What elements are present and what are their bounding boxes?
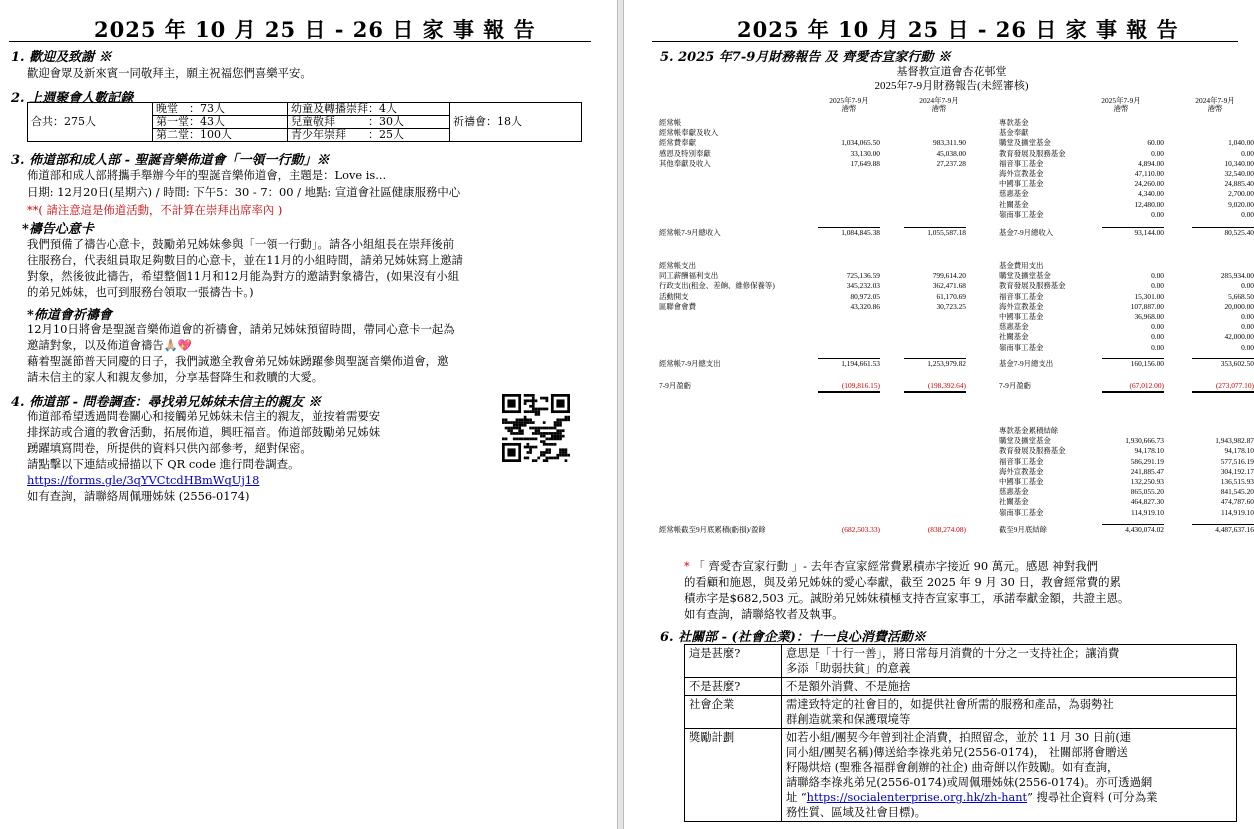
fin-label: 慈惠基金: [999, 487, 1029, 497]
fin-value: 42,000.00: [1224, 332, 1254, 342]
section-2-title: 2. 上週聚會人數記錄: [11, 91, 134, 106]
page-divider: [617, 0, 624, 829]
paragraph-line: 如有查詢，請聯絡牧者及執事。: [684, 607, 844, 621]
table-row: [685, 729, 1237, 822]
section-1-title: 1. 歡迎及致謝 ※: [11, 50, 112, 65]
table-row: [685, 678, 1237, 696]
section-3-line: 日期: 12月20日(星期六) / 時間: 下午5：30 - 7：00 / 地點: 宣道會社區健康服務中心: [27, 185, 461, 199]
fin-value: 17,649.88: [850, 158, 880, 168]
fin-value: 865,055.20: [1130, 487, 1164, 497]
fin-value: 10,340.00: [1224, 158, 1254, 168]
title-rule: [652, 41, 1238, 42]
fin-label: 基金費用支出: [999, 261, 1044, 270]
col-unit: 港幣: [931, 104, 947, 113]
fin-label: 嶺南事工基金: [999, 342, 1044, 352]
attendance-cell: 第一堂：43人: [153, 116, 288, 129]
fin-value: 0.00: [1241, 209, 1254, 219]
fin-value: 1,034,065.50: [841, 138, 880, 148]
fin-value: 0.00: [1151, 332, 1164, 342]
fin-value: 0.00: [1241, 148, 1254, 158]
fin-value: 1,943,982.87: [1215, 436, 1254, 446]
fin-value: 353,602.50: [1220, 359, 1254, 368]
fin-label: 活動開支: [659, 291, 689, 301]
fin-label: 海外宣教基金: [999, 301, 1044, 311]
table-value: 意思是「十行一善」，將日常每月消費的十分之一支持社企；讓消費 多添「助弱扶貧」的意義: [782, 645, 1237, 678]
fin-label: 經常帳截至9月底累積(虧損)/盈餘: [659, 525, 766, 534]
fin-label: 嶺南事工基金: [999, 209, 1044, 219]
fin-value: 474,787.60: [1220, 497, 1254, 507]
appeal-note: [684, 558, 1129, 622]
fin-rule: [904, 227, 966, 228]
fin-value: 15,301.00: [1134, 291, 1164, 301]
fin-value: 0.00: [1151, 271, 1164, 281]
table-value: 如若小組/團契今年曾到社企消費，拍照留念，並於 11 月 30 日前(連 同小組/團契名稱)傳送給李祿兆弟兄(2556-0174)， 社關部將會贈送 籽陽烘焙 (聖雅各福群會創辦的社企) 曲奇餅以作鼓勵。如有查詢， 請聯絡李祿兆弟兄(2556-0174)或周佩珊姊妹(2556-0174)。亦可透過網 址 “https://socialenterprise.org.hk/zh-hant” 搜尋社企資料 (可分為業 務性質、區域及社會目標)。: [782, 729, 1237, 822]
fin-value: 2,700.00: [1228, 189, 1254, 199]
social-enterprise-link[interactable]: https://socialenterprise.org.hk/zh-hant: [806, 791, 1028, 804]
paragraph-line: 請未信主的家人和親友參加，分享基督降生和救贖的大愛。: [27, 370, 324, 384]
table-key: 這是甚麼?: [685, 645, 782, 678]
fin-value: 9,020.00: [1228, 199, 1254, 209]
fin-value: (109,816.15): [841, 381, 880, 390]
fin-value: (67,012.00): [1129, 381, 1164, 390]
fin-value: 47,110.00: [1134, 169, 1164, 178]
paragraph-line: 對象，然後彼此禱告，希望整個11月和12月能為對方的邀請對象禱告，(如果沒有小組: [27, 269, 460, 283]
fin-label: 經常帳7-9月總支出: [659, 359, 721, 368]
fin-label: 7-9月盈虧: [659, 381, 692, 390]
fin-value: 136,515.93: [1220, 477, 1254, 486]
fin-label: 基金奉獻: [999, 128, 1029, 138]
fin-rule: [904, 358, 966, 359]
paragraph-line: 佈道部希望透過問卷關心和接觸弟兄姊妹未信主的親友，並按着需要安: [27, 409, 381, 423]
fin-label: 截至9月底結餘: [999, 525, 1048, 534]
fin-value: 1,055,587.18: [927, 228, 966, 237]
paragraph-line: 踴躍填寫問卷，所提供的資料只供內部參考，絕對保密。: [27, 441, 312, 455]
fin-value: 4,894.00: [1138, 158, 1164, 168]
fin-value: 24,885.40: [1224, 179, 1254, 189]
fin-value: 32,540.00: [1224, 169, 1254, 178]
fin-label: 專款基金累積結餘: [999, 426, 1059, 435]
section-4-title: 4. 佈道部 - 問卷調查：尋找弟兄姊妹未信主的親友 ※: [11, 395, 322, 410]
paragraph-line: 排探訪或合適的教會活動，拓展佈道，興旺福音。佈道部鼓勵弟兄姊妹: [27, 425, 381, 439]
fin-label: 福音事工基金: [999, 456, 1044, 466]
fin-label: 感恩及特別奉獻: [659, 148, 711, 158]
fin-value: (838,274.08): [927, 525, 966, 534]
fin-value: 725,136.59: [846, 271, 880, 281]
fin-label: 社關基金: [999, 497, 1029, 507]
attendance-cell: 兒童敬拜 ：30人: [288, 116, 450, 129]
prayer-card-subtitle: *禱告心意卡: [22, 222, 94, 237]
fin-value: 304,192.17: [1220, 466, 1254, 476]
fin-label: 社關基金: [999, 332, 1029, 342]
fin-value: (198,392.64): [927, 381, 966, 390]
paragraph-line: 的看顧和施恩，與及弟兄姊妹的愛心奉獻，截至 2025 年 9 月 30 日，教會經常費的累: [684, 575, 1121, 589]
fin-value: 285,934.00: [1220, 271, 1254, 281]
section-5-title: 5. 2025 年7-9月財務報告 及 齊愛杏宣家行動 ※: [660, 50, 951, 65]
fin-label: 同工薪酬福利支出: [659, 271, 719, 281]
fin-value: 93,144.00: [1134, 228, 1164, 237]
fin-label: 慈惠基金: [999, 322, 1029, 332]
page-title-right: 2025 年 10 月 25 日 - 26 日 家 事 報 告: [737, 17, 1179, 42]
fin-label: 其他奉獻及收入: [659, 158, 711, 168]
paragraph-line: 藉着聖誕節普天同慶的日子，我們誠邀全教會弟兄姊妹踴躍參與聖誕音樂佈道會，邀: [27, 354, 449, 368]
fin-label: 購堂及擴堂基金: [999, 436, 1051, 446]
fin-value: 27,237.28: [936, 158, 966, 168]
fin-rule: [1102, 524, 1164, 525]
fin-value: 132,250.93: [1130, 477, 1164, 486]
fin-label: 海外宣教基金: [999, 169, 1044, 178]
survey-contact: 如有查詢，請聯絡周佩珊姊妹 (2556-0174): [27, 489, 250, 503]
fin-value: 30,723.25: [936, 301, 966, 311]
fin-value: 12,480.00: [1134, 199, 1164, 209]
fin-value: 345,232.03: [846, 281, 880, 291]
fin-label: 福音事工基金: [999, 291, 1044, 301]
fin-label: 嶺南事工基金: [999, 507, 1044, 517]
fin-label: 教育發展及服務基金: [999, 446, 1066, 456]
paragraph-line: 積赤字是$682,503 元。誠盼弟兄姊妹積極支持杏宣家事工，承諾奉獻金額，共證主恩。: [684, 591, 1130, 605]
fin-value: 1,194,661.53: [841, 359, 880, 368]
fin-value: 577,516.19: [1220, 456, 1254, 466]
table-key: 社會企業: [685, 696, 782, 729]
fin-label: 中國事工基金: [999, 179, 1044, 189]
report-org: 基督教宣道會杏花邨堂: [896, 66, 1007, 78]
fin-label: 專款基金: [999, 118, 1029, 127]
attendance-cell: 第二堂：100人: [153, 129, 288, 142]
fin-value: 43,320.86: [850, 301, 880, 311]
social-enterprise-table: [684, 644, 1237, 822]
fin-rule: [1192, 524, 1254, 525]
fin-rule: [818, 227, 880, 228]
fin-value: 80,972.05: [850, 291, 880, 301]
section-3-note: **( 請注意這是佈道活動，不計算在崇拜出席率內 ): [27, 203, 283, 217]
left-page: [0, 0, 617, 829]
fin-label: 經常帳奉獻及收入: [659, 128, 719, 138]
fin-value: 107,887.00: [1130, 301, 1164, 311]
fin-rule: [1192, 358, 1254, 359]
fin-value: 80,525.40: [1224, 228, 1254, 237]
col-header: 2025年7-9月: [829, 96, 869, 105]
section-1-text: 歡迎會眾及新來賓一同敬拜主，願主祝福您們喜樂平安。: [27, 66, 312, 80]
col-header: 2024年7-9月: [1195, 96, 1235, 105]
paragraph-line: 的弟兄姊妹，也可到服務台領取一張禱告卡。): [27, 285, 254, 299]
fin-value: 45,038.00: [936, 148, 966, 158]
fin-value: 4,430,074.02: [1125, 525, 1164, 534]
fin-value: 841,545.20: [1220, 487, 1254, 497]
fin-value: 114,919.10: [1131, 507, 1164, 517]
fin-label: 海外宣教基金: [999, 466, 1044, 476]
fin-value: 0.00: [1241, 322, 1254, 332]
fin-value: 241,885.47: [1130, 466, 1164, 476]
fin-value: 5,668.50: [1228, 291, 1254, 301]
section-3-line: 佈道部和成人部將攜手舉辦今年的聖誕音樂佈道會，主題是：Love is...: [27, 168, 387, 182]
fin-value: (273,077.10): [1215, 381, 1254, 390]
fin-label: 基金7-9月總支出: [999, 359, 1054, 368]
survey-link[interactable]: https://forms.gle/3qYVCtcdHBmWqUj18: [27, 473, 260, 487]
fin-label: 教育發展及服務基金: [999, 148, 1066, 158]
fin-value: (682,503.33): [841, 525, 880, 534]
paragraph-line: 往服務台，代表組員取足夠數目的心意卡，並在11月的小組時間，請弟兄姊妹寫上邀請: [27, 253, 463, 267]
fin-rule: [1102, 358, 1164, 359]
fin-value: 0.00: [1241, 281, 1254, 291]
fin-value: 94,178.10: [1134, 446, 1164, 456]
table-row: [685, 645, 1237, 678]
fin-label: 慈惠基金: [999, 189, 1029, 199]
fin-value: 1,253,979.82: [927, 359, 966, 368]
fin-rule: [1192, 227, 1254, 228]
prayer-card-paragraph: [27, 236, 463, 300]
fin-value: 1,930,666.73: [1125, 436, 1164, 446]
paragraph-line: 我們預備了禱告心意卡，鼓勵弟兄姊妹參與「一領一行動」。請各小組組長在崇拜後前: [27, 237, 455, 251]
fin-rule: [818, 358, 880, 359]
attendance-cell: 青少年崇拜 ：25人: [288, 129, 450, 142]
right-page: [624, 0, 1254, 829]
prayer-meeting-subtitle: *佈道會祈禱會: [27, 308, 112, 323]
col-unit: 港幣: [1207, 104, 1223, 113]
col-header: 2025年7-9月: [1101, 96, 1141, 105]
financial-report: [654, 64, 1254, 544]
fin-value: 1,040.00: [1228, 138, 1254, 148]
survey-paragraph: [27, 408, 380, 472]
section-6-title: 6. 社關部 - (社會企業)：十一良心消費活動※: [660, 630, 926, 645]
col-header: 2024年7-9月: [919, 96, 959, 105]
attendance-table: [27, 102, 582, 142]
fin-label: 區聯會會費: [659, 301, 696, 311]
fin-value: 0.00: [1151, 322, 1164, 332]
fin-label: 福音事工基金: [999, 158, 1044, 168]
fin-value: 114,919.10: [1221, 507, 1254, 517]
report-title: 2025年7-9月財務報告(未經審核): [874, 80, 1029, 92]
fin-value: 464,827.30: [1130, 497, 1164, 507]
fin-label: 7-9月盈虧: [999, 381, 1032, 390]
fin-value: 0.00: [1241, 312, 1254, 321]
fin-label: 購堂及擴堂基金: [999, 271, 1051, 281]
fin-value: 1,084,845.38: [841, 228, 880, 237]
fin-value: 20,000.00: [1224, 301, 1254, 311]
col-unit: 港幣: [1113, 104, 1129, 113]
fin-label: 行政支出(租金、差餉、維修保養等): [659, 281, 775, 291]
fin-label: 社關基金: [999, 199, 1029, 209]
qr-code-image[interactable]: [502, 394, 570, 462]
fin-label: 經常帳7-9月總收入: [659, 228, 721, 237]
fin-label: 中國事工基金: [999, 477, 1044, 486]
fin-value: 0.00: [1241, 342, 1254, 352]
fin-value: 24,260.00: [1134, 179, 1164, 189]
paragraph-line: 請點擊以下連結或掃描以下 QR code 進行問卷調查。: [27, 457, 300, 471]
fin-value: 799,614.20: [932, 271, 966, 281]
attendance-prayer: 祈禱會：18人: [450, 103, 582, 142]
fin-label: 經常帳支出: [659, 261, 696, 270]
fin-value: 983,311.90: [933, 138, 966, 148]
fin-value: 36,968.00: [1134, 312, 1164, 321]
fin-value: 0.00: [1151, 281, 1164, 291]
attendance-cell: 幼童及轉播崇拜：4人: [288, 103, 450, 116]
fin-label: 教育發展及服務基金: [999, 281, 1066, 291]
fin-value: 586,291.19: [1130, 456, 1164, 466]
fin-value: 4,487,637.16: [1215, 525, 1254, 534]
title-rule: [9, 41, 591, 42]
table-key: 不是甚麼?: [685, 678, 782, 696]
fin-label: 購堂及擴堂基金: [999, 138, 1051, 148]
page-title: 2025 年 10 月 25 日 - 26 日 家 事 報 告: [94, 17, 536, 42]
col-unit: 港幣: [841, 104, 857, 113]
fin-label: 中國事工基金: [999, 312, 1044, 321]
prayer-meeting-paragraph: [27, 321, 455, 385]
fin-value: 160,156.00: [1130, 359, 1164, 368]
attendance-cell: 晚堂 ：73人: [153, 103, 288, 116]
fin-label: 經常帳: [659, 118, 682, 127]
fin-value: 61,170.69: [936, 291, 966, 301]
fin-label: 經常費奉獻: [659, 138, 696, 148]
section-3-title: 3. 佈道部和成人部 - 聖誕音樂佈道會「一領一行動」※: [11, 153, 330, 168]
attendance-total: 合共：275人: [28, 103, 153, 142]
paragraph-line: 邀請對象，以及佈道會禱告🙏🏼💖: [27, 338, 193, 352]
fin-rule: [1102, 227, 1164, 228]
paragraph-line: 12月10日將會是聖誕音樂佈道會的祈禱會，請弟兄姊妹預留時間，帶同心意卡一起為: [27, 322, 455, 336]
fin-value: 33,130.00: [850, 148, 880, 158]
paragraph-line: * 「 齊愛杏宣家行動 」- 去年杏宣家經常費累積赤字接近 90 萬元。感恩 神對我們: [684, 559, 1098, 573]
fin-value: 0.00: [1151, 342, 1164, 352]
fin-value: 362,471.68: [932, 281, 966, 291]
table-value: 需達致特定的社會目的，如提供社會所需的服務和產品，為弱勢社 群創造就業和保護環境等: [782, 696, 1237, 729]
fin-value: 94,178.10: [1224, 446, 1254, 456]
table-row: [685, 696, 1237, 729]
table-value: 不是額外消費、不是施捨: [782, 678, 1237, 696]
fin-value: 4,340.00: [1138, 189, 1164, 199]
fin-value: 0.00: [1151, 148, 1164, 158]
fin-value: 60.00: [1147, 138, 1164, 148]
table-key: 獎勵計劃: [685, 729, 782, 822]
fin-value: 0.00: [1151, 209, 1164, 219]
fin-label: 基金7-9月總收入: [999, 228, 1054, 237]
